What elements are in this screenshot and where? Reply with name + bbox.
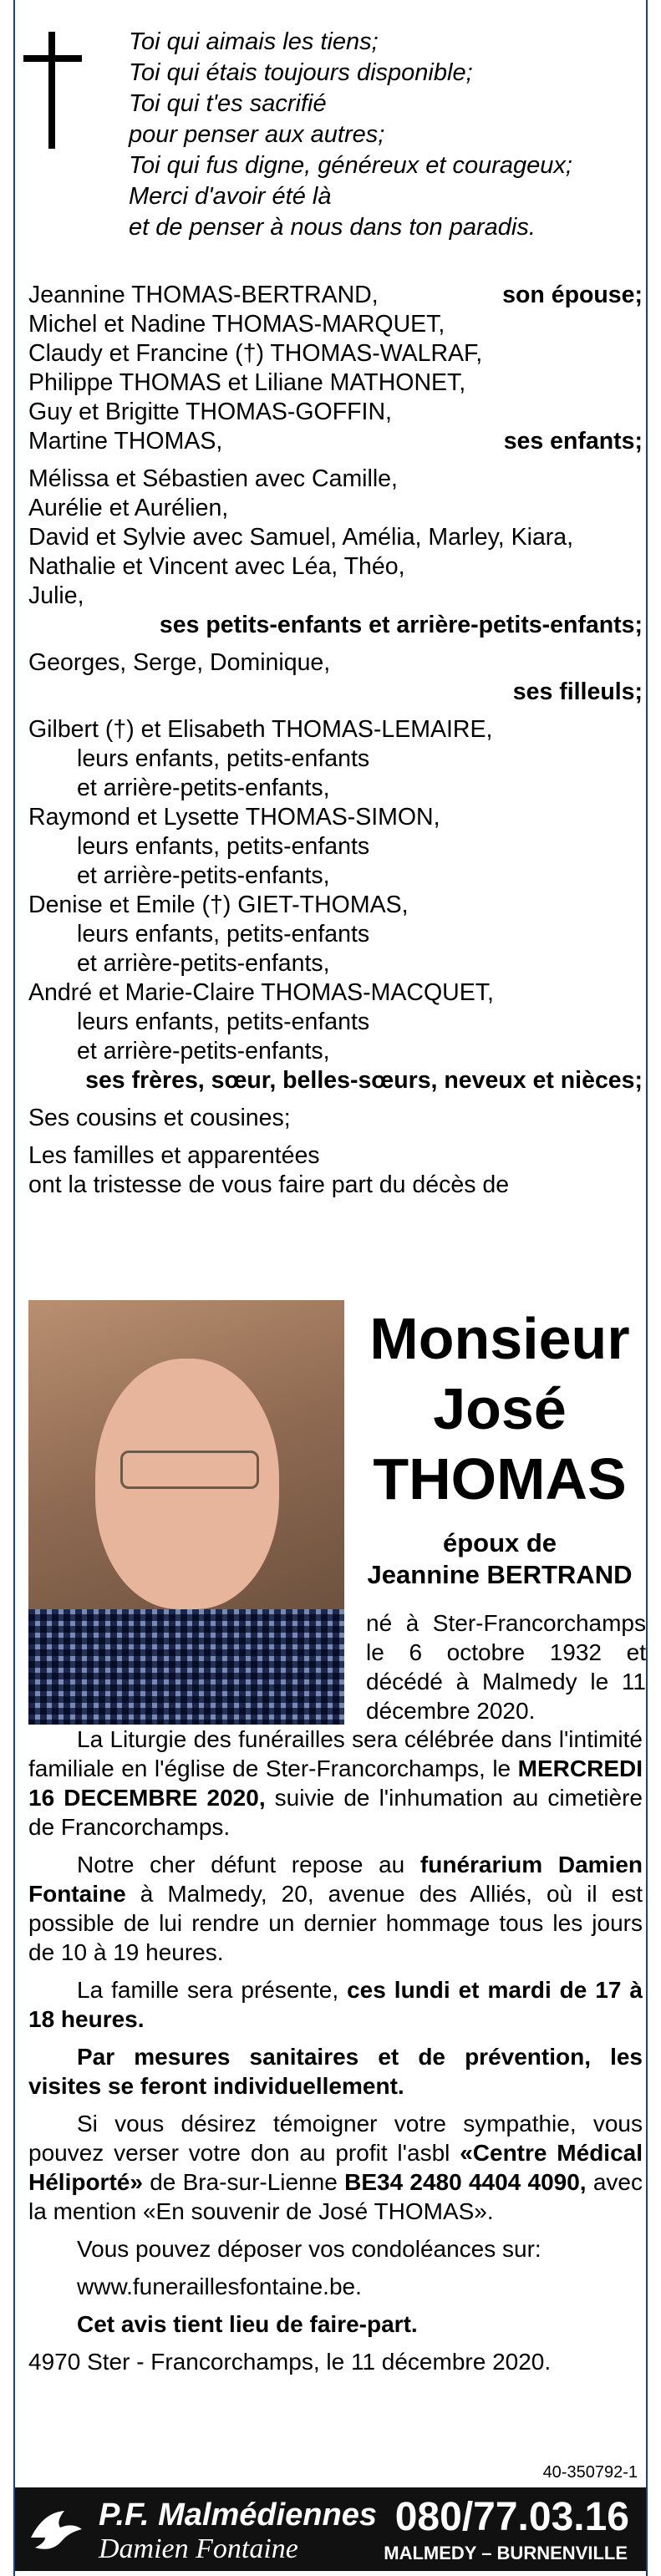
reference-number: 40-350792-1: [542, 2463, 638, 2482]
sibling-line: Raymond et Lysette THOMAS-SIMON,: [28, 804, 440, 831]
child-line: Claudy et Francine (†) THOMAS-WALRAF,: [28, 340, 483, 367]
deceased-first-name: José: [433, 1376, 567, 1441]
sibling-line: leurs enfants, petits-enfants: [77, 921, 370, 948]
grandchild-line: Julie,: [28, 582, 84, 609]
phone-number[interactable]: 080/77.03.16: [394, 2495, 629, 2539]
city-text: MALMEDY – BURNENVILLE: [384, 2543, 628, 2563]
obituary-notice: [13, 0, 648, 2576]
sanitary-paragraph: Par mesures sanitaires et de prévention, les visites se feront individuellement.: [28, 2044, 643, 2099]
child-name: Martine THOMAS,: [28, 428, 223, 455]
poem-line: Toi qui fus digne, généreux et courageux;: [129, 152, 572, 179]
sibling-line: leurs enfants, petits-enfants: [77, 745, 370, 772]
poem: [129, 27, 647, 243]
poem-line: Toi qui t'es sacrifié: [129, 90, 327, 117]
child-line: Michel et Nadine THOMAS-MARQUET,: [28, 311, 445, 338]
deceased-title: Monsieur: [369, 1306, 630, 1371]
children-role: ses enfants;: [503, 428, 643, 455]
footer-banner: [15, 2487, 646, 2571]
sibling-line: leurs enfants, petits-enfants: [77, 1009, 370, 1035]
poem-line: Toi qui aimais les tiens;: [129, 28, 379, 55]
grandchild-line: Mélissa et Sébastien avec Camille,: [28, 465, 398, 492]
deceased-last-name: THOMAS: [373, 1446, 627, 1512]
godchildren-line: Georges, Serge, Dominique,: [28, 649, 331, 676]
portrait-photo: [28, 1300, 344, 1725]
siblings-role: ses frères, sœur, belles-sœurs, neveux et nièces;: [85, 1067, 643, 1094]
sibling-line: André et Marie-Claire THOMAS-MACQUET,: [28, 979, 494, 1006]
wife-role: son épouse;: [502, 282, 643, 308]
faire-part-text: Cet avis tient lieu de faire-part.: [77, 2311, 418, 2337]
grandchild-line: Aurélie et Aurélien,: [28, 495, 229, 521]
notice-body: [28, 1725, 643, 2376]
poem-line: et de penser à nous dans ton paradis.: [129, 214, 536, 241]
cross-icon: [23, 32, 82, 149]
sibling-line: leurs enfants, petits-enfants: [77, 833, 370, 860]
sibling-line: et arrière-petits-enfants,: [77, 862, 330, 889]
grandchildren-role: ses petits-enfants et arrière-petits-enfants;: [159, 612, 643, 638]
grandchild-line: Nathalie et Vincent avec Léa, Théo,: [28, 553, 405, 580]
sibling-line: et arrière-petits-enfants,: [77, 1038, 330, 1064]
donation-paragraph: Si vous désirez témoigner votre sympathie, vous pouvez verser votre don au profit l'asbl «Centre Médical Héliporté» de Bra-sur-Lienne BE34 2480 4404 4090, avec la mention «En souvenir de José THOMAS».: [28, 2111, 643, 2224]
deceased-name-block: [349, 1303, 650, 1591]
sibling-line: et arrière-petits-enfants,: [77, 950, 330, 977]
godchildren-role: ses filleuls;: [512, 678, 643, 705]
family-presence-paragraph: La famille sera présente, ces lundi et mardi de 17 à 18 heures.: [28, 1977, 643, 2032]
poem-line: pour penser aux autres;: [129, 121, 385, 148]
spouse-label: époux de: [442, 1528, 557, 1557]
child-line: Philippe THOMAS et Liliane MATHONET,: [28, 369, 466, 396]
poem-line: Toi qui étais toujours disponible;: [129, 59, 473, 86]
condolences-text: Vous pouvez déposer vos condoléances sur:: [77, 2236, 542, 2262]
funerarium-paragraph: Notre cher défunt repose au funérarium Damien Fontaine à Malmedy, 20, avenue des Alliés, où il est possible de lui rendre un dernier hommage tous les jours de 10 à 19 heures.: [28, 1852, 643, 1965]
place-date: 4970 Ster - Francorchamps, le 11 décembre 2020.: [28, 2349, 552, 2375]
dove-icon: [27, 2504, 85, 2554]
brand-name: P.F. Malmédiennes: [99, 2497, 377, 2533]
families-line: Les familles et apparentées: [28, 1142, 320, 1169]
liturgy-paragraph: La Liturgie des funérailles sera célébrée dans l'intimité familiale en l'église de Ster-Francorchamps, le MERCREDI 16 DECEMBRE 2020, suivie de l'inhumation au cimetière de Francorchamps.: [28, 1726, 643, 1840]
birth-death-text: né à Ster-Francorchamps le 6 octobre 1932 et décédé à Malmedy le 11 décembre 2020.: [366, 1610, 646, 1724]
sibling-line: et arrière-petits-enfants,: [77, 775, 330, 801]
child-line: [28, 427, 643, 456]
announce-line: ont la tristesse de vous faire part du décès de: [28, 1171, 510, 1198]
family-list: [28, 281, 643, 1200]
poem-line: Merci d'avoir été là: [129, 183, 332, 210]
wife-name: Jeannine THOMAS-BERTRAND,: [28, 282, 379, 308]
sibling-line: Denise et Emile (†) GIET-THOMAS,: [28, 892, 409, 918]
wife-line: [28, 281, 643, 310]
website-link[interactable]: www.funeraillesfontaine.be.: [77, 2274, 362, 2299]
cousins-line: Ses cousins et cousines;: [28, 1105, 291, 1131]
sibling-line: Gilbert (†) et Elisabeth THOMAS-LEMAIRE,: [28, 716, 493, 743]
child-line: Guy et Brigitte THOMAS-GOFFIN,: [28, 399, 392, 425]
spouse-name: Jeannine BERTRAND: [367, 1560, 633, 1589]
brand-subname: Damien Fontaine: [99, 2533, 298, 2564]
grandchild-line: David et Sylvie avec Samuel, Amélia, Marley, Kiara,: [28, 524, 574, 551]
